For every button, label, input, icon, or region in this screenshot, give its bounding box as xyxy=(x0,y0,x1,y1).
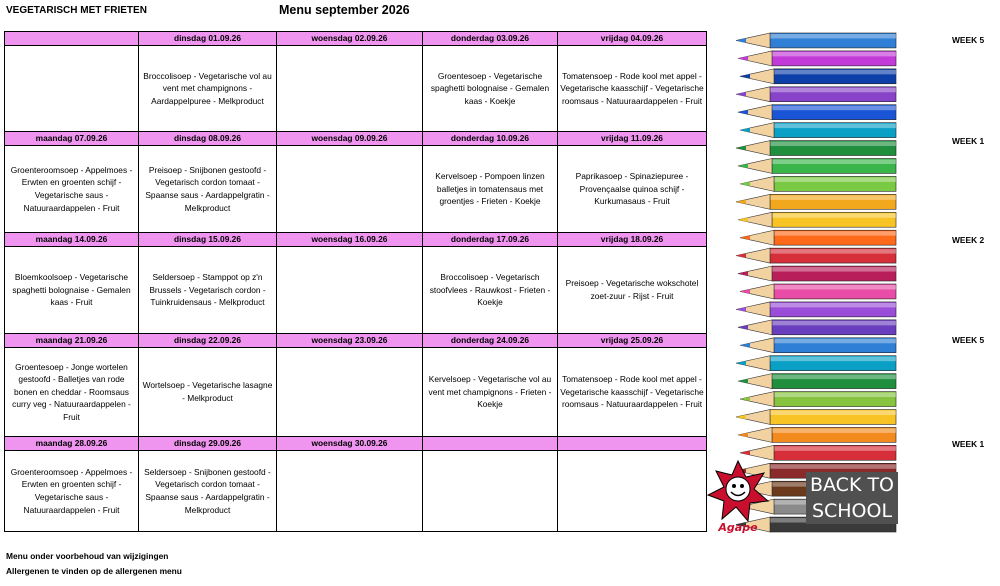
footer-note-allergens: Allergenen te vinden op de allergenen menu xyxy=(6,566,182,576)
menu-category-title: VEGETARISCH MET FRIETEN xyxy=(6,5,147,16)
day-menu: Kervelsoep - Vegetarische vol au vent met champignons - Frieten - Koekje xyxy=(423,348,558,437)
footer-note-changes: Menu onder voorbehoud van wijzigingen xyxy=(6,551,169,561)
day-menu xyxy=(277,451,423,532)
day-menu xyxy=(423,451,558,532)
day-menu: Groenteroomsoep - Appelmoes - Erwten en groenten schijf - Vegetarische saus - Natuuraardappelen - Fruit xyxy=(5,146,139,233)
pencil xyxy=(736,33,896,48)
day-date: donderdag 17.09.26 xyxy=(423,233,558,247)
day-date: maandag 21.09.26 xyxy=(5,334,139,348)
week-label: WEEK 5 xyxy=(952,35,985,45)
day-menu xyxy=(277,348,423,437)
date-header-row xyxy=(5,32,707,46)
week-label: WEEK 1 xyxy=(952,439,985,449)
pencil xyxy=(738,427,896,442)
day-menu: Tomatensoep - Rode kool met appel - Vegetarische kaasschijf - Vegetarische roomsaus - Natuuraardappelen - Fruit xyxy=(558,348,707,437)
pencil xyxy=(736,141,896,156)
pencil xyxy=(740,284,896,299)
day-date: vrijdag 04.09.26 xyxy=(558,32,707,46)
day-menu: Groentesoep - Jonge wortelen gestoofd - Balletjes van rode bonen en cheddar - Roomsaus curry veg - Natuuraardappelen - Fruit xyxy=(5,348,139,437)
menu-row xyxy=(5,247,707,334)
date-header-row xyxy=(5,437,707,451)
pencil xyxy=(736,87,896,102)
week-label: WEEK 5 xyxy=(952,335,985,345)
pencil xyxy=(740,123,896,138)
pencil xyxy=(740,338,896,353)
day-menu: Groenteroomsoep - Appelmoes - Erwten en groenten schijf - Vegetarische saus - Natuuraardappelen - Fruit xyxy=(5,451,139,532)
day-menu xyxy=(277,146,423,233)
day-menu: Groentesoep - Vegetarische spaghetti bolognaise - Gemalen kaas - Koekje xyxy=(423,46,558,132)
week-label: WEEK 1 xyxy=(952,136,985,146)
date-header-row xyxy=(5,132,707,146)
day-menu: Bloemkoolsoep - Vegetarische spaghetti bolognaise - Gemalen kaas - Fruit xyxy=(5,247,139,334)
pencil xyxy=(736,356,896,371)
pencil xyxy=(738,320,896,335)
day-date: donderdag 10.09.26 xyxy=(423,132,558,146)
menu-row xyxy=(5,146,707,233)
day-date xyxy=(5,32,139,46)
day-menu: Seldersoep - Stamppot op z'n Brussels - Vegetarisch cordon - Tuinkruidensaus - Melkproduct xyxy=(139,247,277,334)
date-header-row xyxy=(5,334,707,348)
day-date: vrijdag 18.09.26 xyxy=(558,233,707,247)
day-date: maandag 28.09.26 xyxy=(5,437,139,451)
day-menu xyxy=(277,247,423,334)
day-menu: Kervelsoep - Pompoen linzen balletjes in tomatensaus met groentjes - Frieten - Koekje xyxy=(423,146,558,233)
day-date: dinsdag 01.09.26 xyxy=(139,32,277,46)
day-menu: Wortelsoep - Vegetarische lasagne - Melkproduct xyxy=(139,348,277,437)
week-label: WEEK 2 xyxy=(952,235,985,245)
day-menu: Preisoep - Vegetarische wokschotel zoet-zuur - Rijst - Fruit xyxy=(558,247,707,334)
agape-logo-text: Agape xyxy=(718,521,758,533)
day-menu xyxy=(5,46,139,132)
day-menu: Preisoep - Snijbonen gestoofd - Vegetarisch cordon tomaat - Spaanse saus - Aardappelgratin - Melkproduct xyxy=(139,146,277,233)
date-header-row xyxy=(5,233,707,247)
day-menu xyxy=(277,46,423,132)
pencil xyxy=(738,51,896,66)
pencil xyxy=(738,266,896,281)
day-menu: Broccolisoep - Vegetarische vol au vent met champignons - Aardappelpuree - Melkproduct xyxy=(139,46,277,132)
day-date: dinsdag 29.09.26 xyxy=(139,437,277,451)
day-menu xyxy=(558,451,707,532)
day-menu: Seldersoep - Snijbonen gestoofd - Vegetarisch cordon tomaat - Spaanse saus - Aardappelgratin - Melkproduct xyxy=(139,451,277,532)
day-menu: Paprikasoep - Spinaziepuree - Provençaalse quinoa schijf - Kurkumasaus - Fruit xyxy=(558,146,707,233)
back-to-school-banner xyxy=(806,472,898,524)
pencil xyxy=(738,105,896,120)
pencil xyxy=(740,445,896,460)
pencil xyxy=(736,248,896,263)
day-date: woensdag 23.09.26 xyxy=(277,334,423,348)
pencil xyxy=(736,302,896,317)
day-date: dinsdag 22.09.26 xyxy=(139,334,277,348)
pencil xyxy=(740,69,896,84)
day-date: vrijdag 11.09.26 xyxy=(558,132,707,146)
day-date xyxy=(558,437,707,451)
banner-line-1: BACK TO xyxy=(809,474,895,496)
pencil xyxy=(736,410,896,425)
pencil xyxy=(736,194,896,209)
day-date: vrijdag 25.09.26 xyxy=(558,334,707,348)
day-date: woensdag 09.09.26 xyxy=(277,132,423,146)
colored-pencils-illustration xyxy=(706,31,898,533)
pencil xyxy=(740,392,896,407)
pencil xyxy=(738,374,896,389)
menu-row xyxy=(5,451,707,532)
banner-line-2: SCHOOL xyxy=(811,500,893,522)
pencil xyxy=(740,230,896,245)
day-date: dinsdag 08.09.26 xyxy=(139,132,277,146)
day-date: donderdag 03.09.26 xyxy=(423,32,558,46)
page-title: Menu september 2026 xyxy=(279,3,410,17)
pencil xyxy=(738,212,896,227)
day-date: woensdag 16.09.26 xyxy=(277,233,423,247)
pencil xyxy=(740,176,896,191)
day-date: dinsdag 15.09.26 xyxy=(139,233,277,247)
day-date: maandag 14.09.26 xyxy=(5,233,139,247)
day-date: woensdag 30.09.26 xyxy=(277,437,423,451)
menu-table xyxy=(4,31,707,532)
menu-row xyxy=(5,46,707,132)
day-menu: Broccolisoep - Vegetarisch stoofvlees - Rauwkost - Frieten - Koekje xyxy=(423,247,558,334)
day-date: maandag 07.09.26 xyxy=(5,132,139,146)
day-menu: Tomatensoep - Rode kool met appel - Vegetarische kaasschijf - Vegetarische roomsaus - Natuuraardappelen - Fruit xyxy=(558,46,707,132)
day-date: donderdag 24.09.26 xyxy=(423,334,558,348)
day-date xyxy=(423,437,558,451)
menu-row xyxy=(5,348,707,437)
pencil xyxy=(738,159,896,174)
day-date: woensdag 02.09.26 xyxy=(277,32,423,46)
